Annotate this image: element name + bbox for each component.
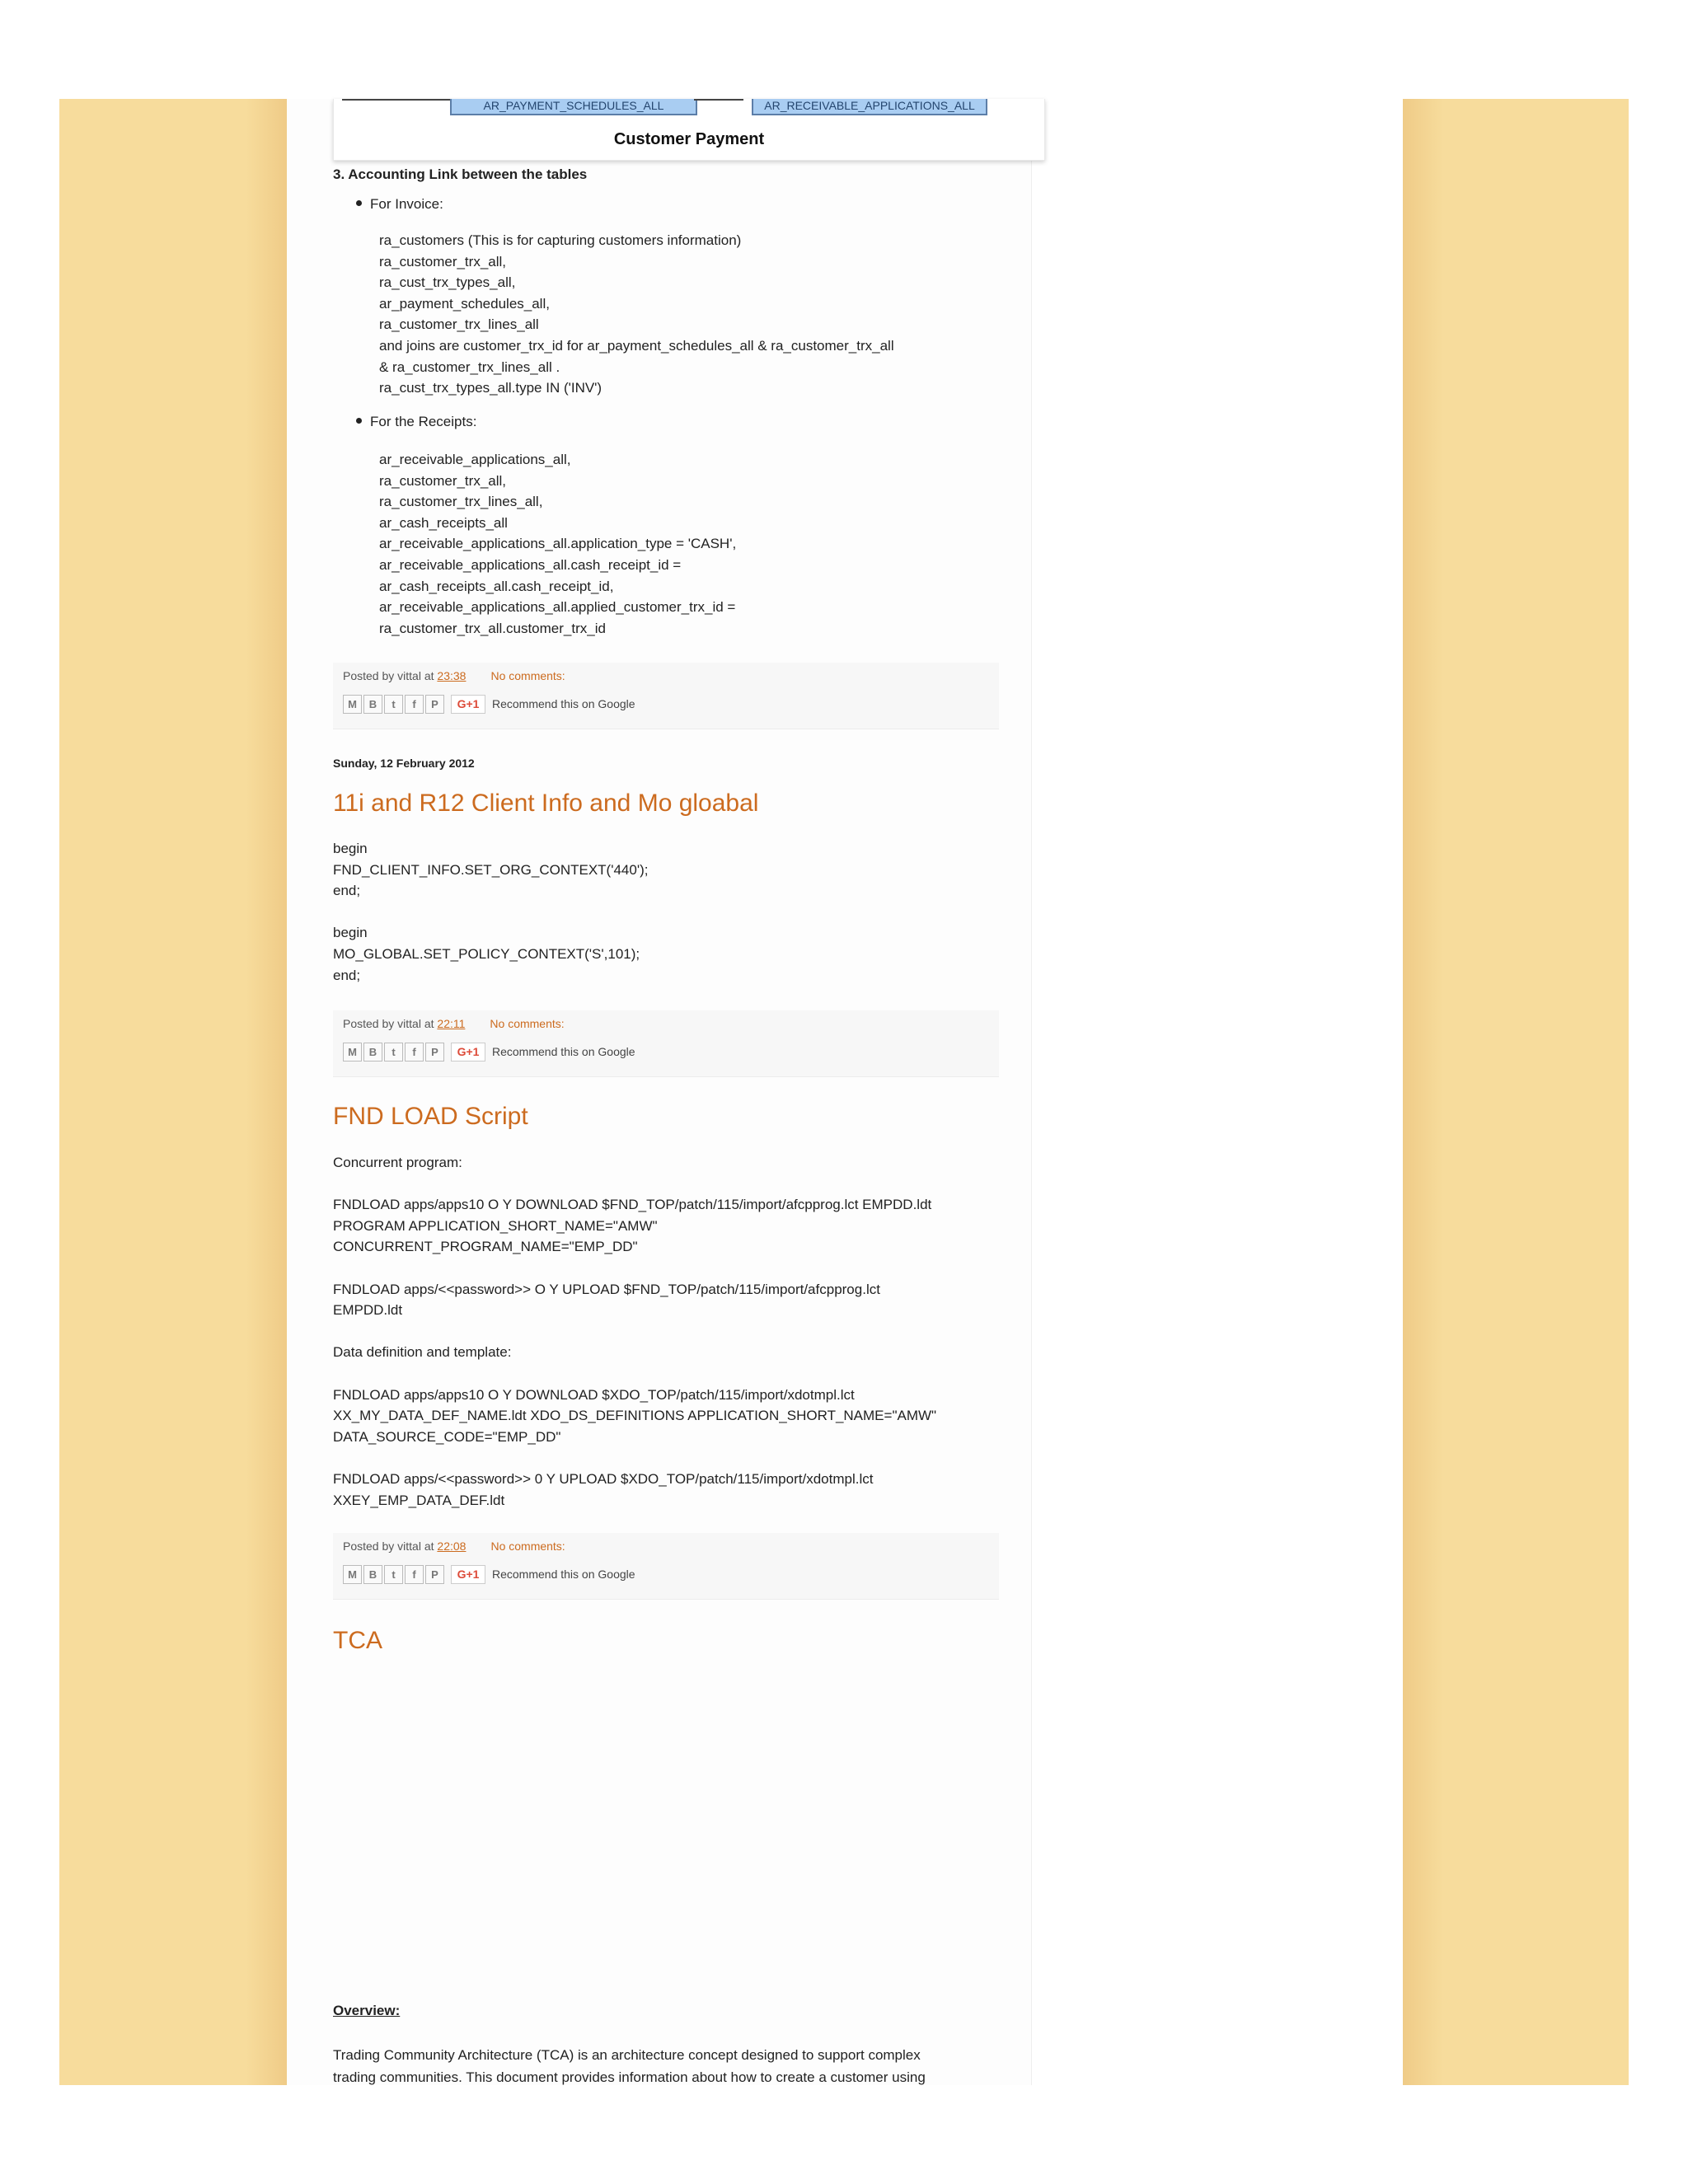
body-line: EMPDD.ldt xyxy=(333,1302,403,1319)
post-meta xyxy=(343,1540,565,1553)
body-line: Concurrent program: xyxy=(333,1155,462,1170)
post-body xyxy=(333,838,648,986)
bullet-dot xyxy=(356,418,362,424)
blog-icon[interactable]: B xyxy=(363,695,382,714)
invoice-lines xyxy=(379,230,894,399)
receipt-line: ra_customer_trx_all.customer_trx_id xyxy=(379,620,606,636)
facebook-icon[interactable]: f xyxy=(405,1565,424,1584)
post-body xyxy=(333,1152,936,1511)
post-footer xyxy=(333,1010,999,1077)
body-line: FNDLOAD apps/apps10 O Y DOWNLOAD $XDO_TOP/patch/115/import/xdotmpl.lct xyxy=(333,1386,855,1403)
share-bar xyxy=(343,1042,635,1062)
twitter-icon[interactable]: t xyxy=(384,695,403,714)
diagram-box-payment-schedules: AR_PAYMENT_SCHEDULES_ALL xyxy=(450,99,697,115)
share-bar xyxy=(343,1564,635,1584)
overview-heading: Overview: xyxy=(333,2003,401,2018)
email-icon[interactable]: M xyxy=(343,1565,362,1584)
invoice-line: ra_customer_trx_all, xyxy=(379,253,507,269)
body-line: FND_CLIENT_INFO.SET_ORG_CONTEXT('440'); xyxy=(333,861,649,878)
body-line: end; xyxy=(333,883,361,899)
facebook-icon[interactable]: f xyxy=(405,1043,424,1062)
receipt-line: ar_receivable_applications_all.cash_receipt_id = xyxy=(379,556,682,573)
post-meta xyxy=(343,669,565,682)
receipt-line: ar_receivable_applications_all.application_type = 'CASH', xyxy=(379,536,737,552)
body-line: end; xyxy=(333,967,361,983)
body-line: FNDLOAD apps/<<password>> 0 Y UPLOAD $XDO_TOP/patch/115/import/xdotmpl.lct xyxy=(333,1470,874,1487)
twitter-icon[interactable]: t xyxy=(384,1565,403,1584)
section-heading: 3. Accounting Link between the tables xyxy=(333,166,588,182)
body-line: FNDLOAD apps/apps10 O Y DOWNLOAD $FND_TOP/patch/115/import/afcpprog.lct EMPDD.ldt xyxy=(333,1197,932,1213)
comments-link[interactable]: No comments: xyxy=(490,1017,565,1030)
posted-by-label: Posted by vittal at xyxy=(343,1540,438,1553)
google-plus-button[interactable]: G+1 xyxy=(451,695,485,714)
date-header: Sunday, 12 February 2012 xyxy=(333,757,475,770)
right-background-band xyxy=(1403,99,1629,2085)
body-line xyxy=(333,1174,936,1195)
bullet-dot xyxy=(356,200,362,206)
post-timestamp-link[interactable]: 23:38 xyxy=(437,669,467,682)
body-line: CONCURRENT_PROGRAM_NAME="EMP_DD" xyxy=(333,1239,638,1255)
post-meta xyxy=(343,1017,565,1030)
diagram-caption: Customer Payment xyxy=(613,130,765,148)
body-line xyxy=(333,902,648,923)
invoice-line: ra_customers (This is for capturing customers information) xyxy=(379,232,742,248)
invoice-line: & ra_customer_trx_lines_all . xyxy=(379,359,560,375)
invoice-line: ra_cust_trx_types_all, xyxy=(379,274,516,291)
recommend-text: Recommend this on Google xyxy=(492,1568,635,1581)
body-line: FNDLOAD apps/<<password>> O Y UPLOAD $FND_TOP/patch/115/import/afcpprog.lct xyxy=(333,1281,880,1297)
invoice-line: ra_cust_trx_types_all.type IN ('INV') xyxy=(379,380,603,396)
body-line: begin xyxy=(333,841,368,856)
blog-icon[interactable]: B xyxy=(363,1565,382,1584)
google-plus-button[interactable]: G+1 xyxy=(451,1043,485,1062)
body-line: XXEY_EMP_DATA_DEF.ldt xyxy=(333,1492,505,1508)
left-background-band xyxy=(59,99,287,2085)
pinterest-icon[interactable]: P xyxy=(425,695,444,714)
bullet-invoice xyxy=(356,196,443,213)
receipt-lines xyxy=(379,449,736,639)
post-timestamp-link[interactable]: 22:11 xyxy=(437,1017,466,1030)
overview-line: Trading Community Architecture (TCA) is an architecture concept designed to support complex xyxy=(333,2047,921,2063)
customer-payment-diagram xyxy=(333,99,1045,161)
receipt-line: ra_customer_trx_lines_all, xyxy=(379,494,543,510)
comments-link[interactable]: No comments: xyxy=(490,1540,565,1553)
email-icon[interactable]: M xyxy=(343,695,362,714)
post-title-link[interactable]: 11i and R12 Client Info and Mo gloabal xyxy=(333,790,759,817)
page-bottom-area xyxy=(313,2085,1648,2184)
invoice-line: ra_customer_trx_lines_all xyxy=(379,316,539,333)
bullet-receipts-label: For the Receipts: xyxy=(370,414,477,429)
body-line: PROGRAM APPLICATION_SHORT_NAME="AMW" xyxy=(333,1217,658,1234)
bullet-invoice-label: For Invoice: xyxy=(370,196,443,212)
receipt-line: ar_cash_receipts_all.cash_receipt_id, xyxy=(379,578,614,594)
google-plus-button[interactable]: G+1 xyxy=(451,1565,485,1584)
body-line: Data definition and template: xyxy=(333,1344,512,1361)
body-line: DATA_SOURCE_CODE="EMP_DD" xyxy=(333,1428,561,1445)
receipt-line: ra_customer_trx_all, xyxy=(379,472,507,489)
pinterest-icon[interactable]: P xyxy=(425,1565,444,1584)
pinterest-icon[interactable]: P xyxy=(425,1043,444,1062)
diagram-connector xyxy=(694,99,743,101)
body-line xyxy=(333,1258,936,1279)
receipt-line: ar_receivable_applications_all.applied_customer_trx_id = xyxy=(379,599,736,616)
column-divider xyxy=(1031,99,1032,2085)
comments-link[interactable]: No comments: xyxy=(490,669,565,682)
invoice-line: ar_payment_schedules_all, xyxy=(379,295,550,312)
twitter-icon[interactable]: t xyxy=(384,1043,403,1062)
body-line xyxy=(333,1447,936,1469)
facebook-icon[interactable]: f xyxy=(405,695,424,714)
blog-icon[interactable]: B xyxy=(363,1043,382,1062)
post-title-link[interactable]: FND LOAD Script xyxy=(333,1103,528,1130)
body-line xyxy=(333,1321,936,1343)
recommend-text: Recommend this on Google xyxy=(492,697,635,710)
recommend-text: Recommend this on Google xyxy=(492,1045,635,1058)
post-title-link[interactable]: TCA xyxy=(333,1627,382,1654)
posted-by-label: Posted by vittal at xyxy=(343,1017,438,1030)
post-footer xyxy=(333,1533,999,1600)
diagram-box-receivable-applications: AR_RECEIVABLE_APPLICATIONS_ALL xyxy=(752,99,987,115)
body-line: XX_MY_DATA_DEF_NAME.ldt XDO_DS_DEFINITIONS APPLICATION_SHORT_NAME="AMW" xyxy=(333,1408,937,1424)
post-timestamp-link[interactable]: 22:08 xyxy=(437,1540,467,1553)
email-icon[interactable]: M xyxy=(343,1043,362,1062)
body-line xyxy=(333,1363,936,1385)
post-footer xyxy=(333,663,999,729)
receipt-line: ar_cash_receipts_all xyxy=(379,514,508,531)
posted-by-label: Posted by vittal at xyxy=(343,669,438,682)
bullet-receipts xyxy=(356,414,476,430)
overview-line: trading communities. This document provides information about how to create a customer using xyxy=(333,2069,926,2085)
body-line: MO_GLOBAL.SET_POLICY_CONTEXT('S',101); xyxy=(333,945,640,962)
overview-paragraph xyxy=(333,2044,926,2088)
body-line: begin xyxy=(333,925,368,941)
diagram-connector xyxy=(342,99,450,101)
receipt-line: ar_receivable_applications_all, xyxy=(379,452,571,467)
share-bar xyxy=(343,694,635,714)
invoice-line: and joins are customer_trx_id for ar_payment_schedules_all & ra_customer_trx_all xyxy=(379,337,894,354)
